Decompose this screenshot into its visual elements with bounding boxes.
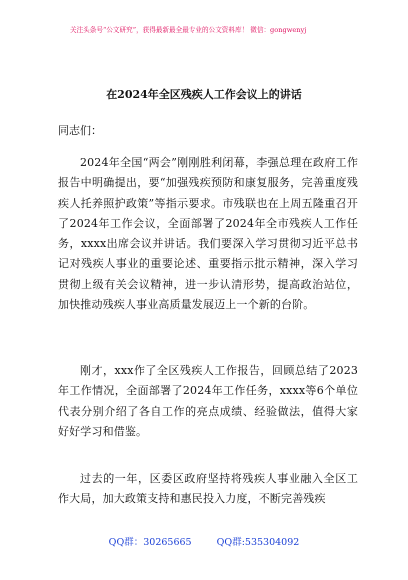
footer-qq-group-2: QQ群:535304092 xyxy=(216,537,300,548)
footer-qq-groups xyxy=(0,537,408,549)
paragraph-2: 刚才，xxx作了全区残疾人工作报告，回顾总结了2023年工作情况，全面部署了2024年工作任务，xxxx等6个单位代表分别介绍了各自工作的亮点成绩、经验做法，值得大家好好学习和借鉴。 xyxy=(58,364,358,438)
document-title: 在2024年全区残疾人工作会议上的讲话 xyxy=(106,88,302,101)
salutation: 同志们： xyxy=(58,124,102,137)
paragraph-3: 过去的一年，区委区政府坚持将残疾人事业融入全区工作大局，加大政策支持和惠民投入力度，不断完善残疾 xyxy=(58,472,358,506)
paragraph-1: 2024年全国“两会”刚刚胜利闭幕，李强总理在政府工作报告中明确提出，要“加强残疾预防和康复服务，完善重度残疾人托养照护政策”等指示要求。市残联也在上周五隆重召开了2024年工作会议，全面部署了2024年全市残疾人工作任务，xxxx出席会议并讲话。我们要深入学习贯彻习近平总书记对残疾人事业的重要论述、重要指示批示精神，深入学习贯彻上级有关会议精神，进一步认清形势，提高政治站位，加快推动残疾人事业高质量发展迈上一个新的台阶。 xyxy=(58,156,358,312)
header-notice: 关注头条号“公文研究”，获得最新最全最专业的公文资料库！ 微信：gongwenyj xyxy=(70,26,307,34)
footer-qq-group-1: QQ群：30265665 xyxy=(108,537,192,548)
